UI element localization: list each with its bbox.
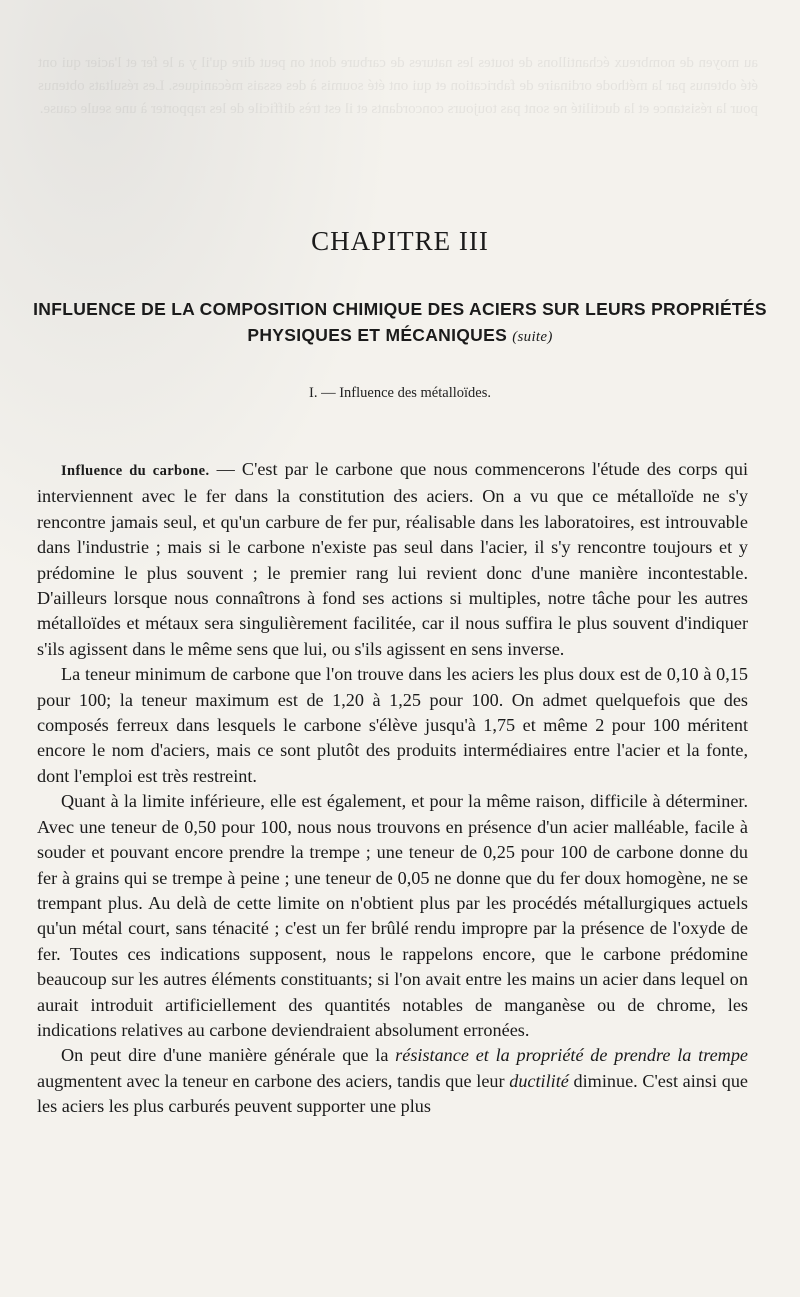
paragraph-1-text: — C'est par le carbone que nous commencerons l'étude des corps qui interviennent avec le fer dans la constitution des aciers. On a vu que ce métalloïde ne s'y rencontre jamais seul, et qu'un carbure de fer pur, réalisable dans les laboratoires, est introuvable dans l'industrie ; mais si le carbone n'existe pas seul dans l'acier, il s'y rencontre toujours et y prédomine le plus souvent ; le premier rang lui revient donc d'une manière incontestable. D'ailleurs lorsque nous connaîtrons à fond ses actions si multiples, notre tâche pour les autres métalloïdes et métaux sera singulièrement facilitée, car il nous suffira le plus souvent d'indiquer s'ils agissent dans le même sens que lui, ou s'ils agissent en sens inverse. [37,459,748,659]
paragraph-2: La teneur minimum de carbone que l'on trouve dans les aciers les plus doux est de 0,10 à 0,15 pour 100; la teneur maximum est de 1,20 à 1,25 pour 100. On admet quelquefois que des composés ferreux dans lesquels le carbone s'élève jusqu'à 1,75 et même 2 pour 100 méritent encore le nom d'aciers, mais ce sont plutôt des produits intermédiaires entre l'acier et la fonte, dont l'emploi est très restreint. [37,664,748,786]
paragraph-4-part-1: On peut dire d'une manière générale que la [61,1045,396,1066]
section-title: I. — Influence des métalloïdes. [309,385,491,401]
paragraph-lead: Influence du carbone. [61,463,210,479]
heading-line-2 [0,322,800,350]
bleed-through-text: au moyen de nombreux échantillons de toutes les natures de carbure dont on peut dire qu'il y a le fer et l'acier qui ont été obtenus par la méthode ordinaire de fabrication et qui ont été soumis à des essais mécaniques. Les résultats obtenus pour la résistance et la ductilité ne sont pas toujours concordants et il est très difficile de les rapporter à une seule cause. [38,55,758,117]
paragraph-4-emphasis-1: résistance et la propriété de prendre la trempe [395,1045,748,1066]
heading-line-2-text: PHYSIQUES ET MÉCANIQUES [247,325,508,345]
chapter-heading [0,296,800,350]
paragraph-4 [37,1043,748,1119]
paragraph-4-emphasis-2: ductilité [509,1070,569,1091]
paragraph-3: Quant à la limite inférieure, elle est également, et pour la même raison, difficile à déterminer. Avec une teneur de 0,50 pour 100, nous nous trouvons en présence d'un acier malléable, facile à souder et pouvant encore prendre la trempe ; une teneur de 0,25 pour 100 de carbone donne du fer à grains qui se trempe à peine ; une teneur de 0,05 ne donne que du fer doux homogène, ne se trempant plus. Au delà de cette limite on n'obtient plus par les procédés métallurgiques actuels qu'un métal court, sans ténacité ; c'est un fer brûlé rendu impropre par la présence de l'oxyde de fer. Toutes ces indications supposent, nous le rappelons encore, que le carbone prédomine beaucoup sur les autres éléments constituants; si l'on avait entre les mains un acier dans lequel on aurait introduit artificiellement des quantités notables de manganèse ou de chrome, les indications relatives au carbone deviendraient absolument erronées. [37,791,748,1040]
body-text [37,457,748,1120]
chapter-title: CHAPITRE III [311,226,489,256]
heading-line-1: INFLUENCE DE LA COMPOSITION CHIMIQUE DES ACIERS SUR LEURS PROPRIÉTÉS [33,299,767,319]
paragraph-4-part-2: augmentent avec la teneur en carbone des aciers, tandis que leur [37,1070,510,1091]
paragraph-4-part-3: diminue. C'est ainsi que les aciers les plus carburés peuvent supporter une plus [37,1070,748,1117]
heading-suite: (suite) [512,329,553,345]
paragraph-1 [37,457,748,662]
